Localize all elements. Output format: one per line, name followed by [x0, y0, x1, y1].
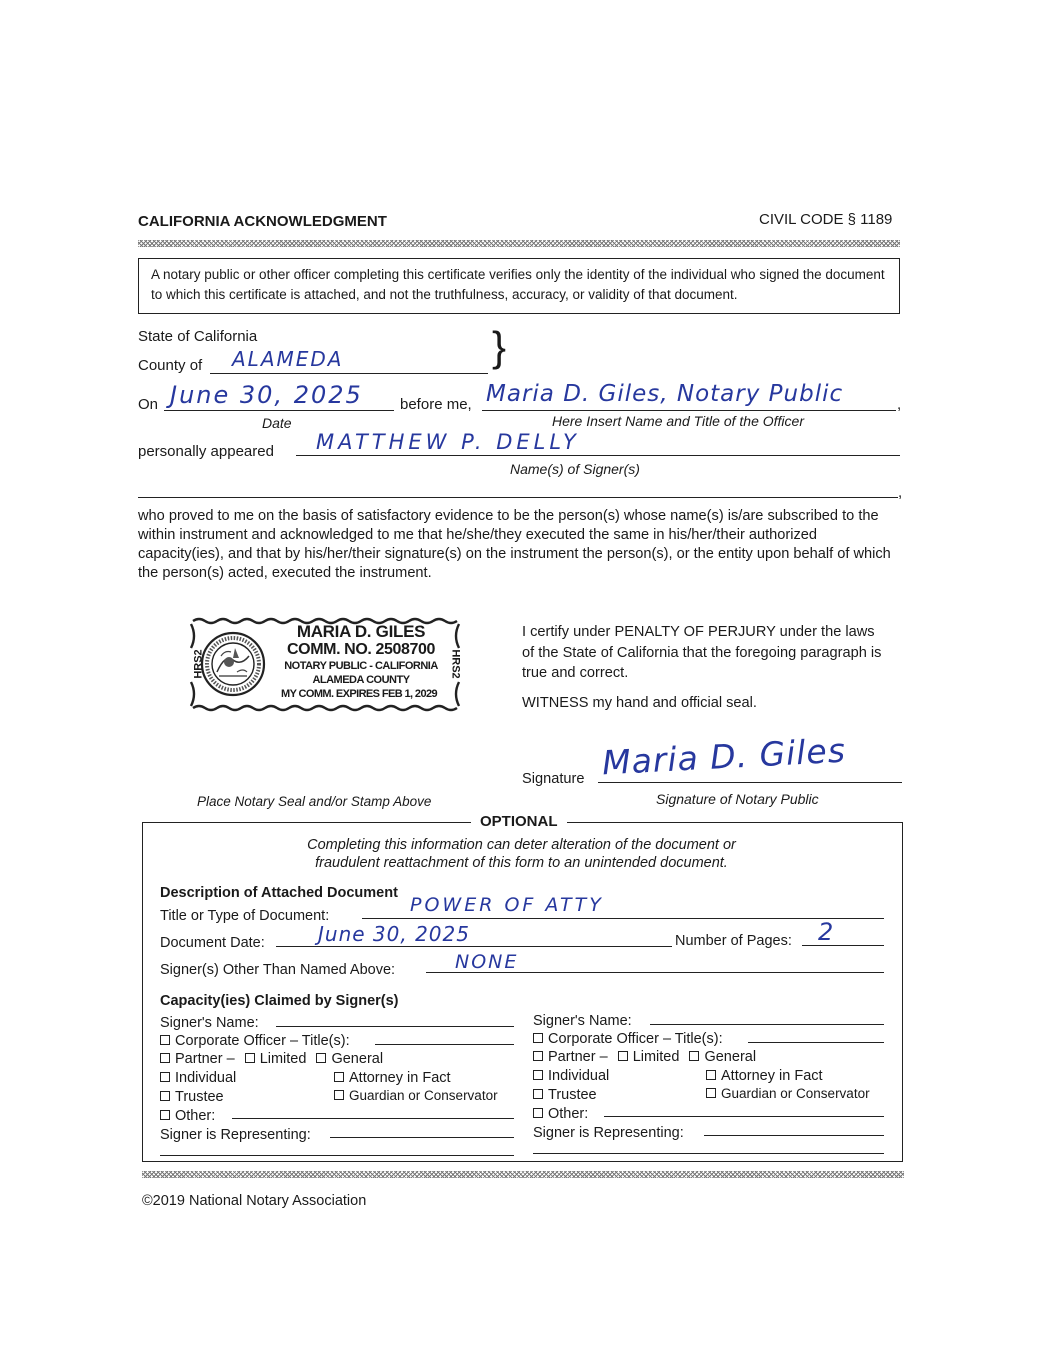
right-guardian[interactable] — [706, 1086, 870, 1101]
right-attorney-checkbox[interactable] — [706, 1070, 716, 1080]
notice-text: A notary public or other officer completing this certificate verifies only the identity of the individual who signed the document to which this certificate is attached, and not the truthfulness, accuracy, or validity of that document. — [151, 267, 885, 302]
right-general-label: General — [704, 1049, 757, 1065]
left-individual[interactable] — [160, 1070, 236, 1086]
desc-heading: Description of Attached Document — [160, 885, 398, 901]
right-other[interactable] — [533, 1106, 588, 1122]
left-limited-checkbox[interactable] — [245, 1053, 255, 1063]
left-attorney-label: Attorney in Fact — [349, 1070, 451, 1086]
right-corporate-checkbox[interactable] — [533, 1033, 543, 1043]
left-corporate[interactable] — [160, 1033, 350, 1049]
left-corporate-checkbox[interactable] — [160, 1035, 170, 1045]
right-individual[interactable] — [533, 1068, 609, 1084]
officer-comma: , — [897, 396, 902, 413]
left-signer-name-line[interactable] — [276, 1026, 514, 1027]
left-guardian-checkbox[interactable] — [334, 1090, 344, 1100]
right-trustee[interactable] — [533, 1087, 597, 1103]
left-representing-label: Signer is Representing: — [160, 1127, 311, 1143]
left-limited-label: Limited — [259, 1051, 307, 1067]
optional-intro-1: Completing this information can deter alteration of the document or — [307, 837, 736, 853]
county-line — [210, 373, 488, 374]
left-partner-checkbox[interactable] — [160, 1053, 170, 1063]
left-guardian[interactable] — [334, 1088, 498, 1103]
officer-line — [482, 410, 896, 411]
appeared-line-2 — [138, 497, 898, 498]
other-signers-label: Signer(s) Other Than Named Above: — [160, 962, 396, 978]
seal-name: MARIA D. GILES — [296, 622, 426, 641]
signature-caption: Signature of Notary Public — [656, 791, 819, 807]
pages-line — [802, 945, 884, 946]
left-individual-label: Individual — [175, 1070, 237, 1086]
officer-caption: Here Insert Name and Title of the Officer — [552, 413, 804, 429]
doc-title-line — [362, 918, 884, 919]
seal-notary: NOTARY PUBLIC - CALIFORNIA — [284, 660, 438, 672]
left-general-checkbox[interactable] — [316, 1053, 326, 1063]
right-corporate-line[interactable] — [748, 1042, 884, 1043]
left-signer-name-label: Signer's Name: — [160, 1015, 259, 1031]
venue-brace: } — [492, 323, 507, 370]
top-pattern-band — [138, 240, 900, 247]
seal-side-code-right-text: HRS2 — [449, 649, 462, 679]
officer-value: Maria D. Giles, Notary Public — [486, 381, 844, 407]
right-general-checkbox[interactable] — [689, 1051, 699, 1061]
notary-seal — [187, 614, 463, 714]
seal-side-code-left-text: HRS2 — [192, 649, 205, 679]
copyright: ©2019 National Notary Association — [142, 1193, 367, 1209]
left-general-label: General — [331, 1051, 384, 1067]
doc-date-label: Document Date: — [160, 935, 265, 951]
seal-caption: Place Notary Seal and/or Stamp Above — [197, 794, 432, 809]
right-individual-checkbox[interactable] — [533, 1070, 543, 1080]
left-attorney[interactable] — [334, 1070, 451, 1086]
pages-label: Number of Pages: — [675, 933, 792, 949]
right-extra-line[interactable] — [533, 1153, 884, 1154]
right-partner-checkbox[interactable] — [533, 1051, 543, 1061]
perjury-text: I certify under PENALTY OF PERJURY under the laws of the State of California that the foregoing paragraph is true and correct. — [522, 624, 882, 681]
right-trustee-checkbox[interactable] — [533, 1089, 543, 1099]
left-partner-label: Partner – — [175, 1051, 235, 1067]
appeared-caption: Name(s) of Signer(s) — [510, 461, 640, 477]
right-representing-label: Signer is Representing: — [533, 1125, 684, 1141]
doc-title-label: Title or Type of Document: — [160, 908, 330, 924]
right-individual-label: Individual — [548, 1068, 610, 1084]
date-line — [164, 410, 394, 411]
capacity-heading: Capacity(ies) Claimed by Signer(s) — [160, 993, 399, 1009]
seal-comm: COMM. NO. 2508700 — [287, 641, 435, 658]
on-label: On — [138, 396, 159, 413]
pages-value: 2 — [818, 918, 836, 946]
signature-value: Maria D. Giles — [601, 730, 847, 783]
left-representing-line[interactable] — [330, 1137, 514, 1138]
right-guardian-label: Guardian or Conservator — [721, 1086, 870, 1101]
seal-expires: MY COMM. EXPIRES FEB 1, 2029 — [281, 688, 437, 700]
right-limited-label: Limited — [632, 1049, 680, 1065]
signature-label: Signature — [522, 771, 585, 787]
state-label: State of California — [138, 328, 258, 345]
right-other-label: Other: — [548, 1106, 589, 1122]
other-signers-value: NONE — [455, 951, 519, 973]
right-partner-label: Partner – — [548, 1049, 608, 1065]
left-other-line[interactable] — [232, 1118, 514, 1119]
form-title: CALIFORNIA ACKNOWLEDGMENT — [138, 213, 387, 230]
left-other-label: Other: — [175, 1108, 216, 1124]
left-attorney-checkbox[interactable] — [334, 1072, 344, 1082]
left-trustee-label: Trustee — [175, 1089, 224, 1105]
doc-date-value: June 30, 2025 — [318, 922, 470, 946]
optional-title: OPTIONAL — [471, 813, 567, 830]
left-individual-checkbox[interactable] — [160, 1072, 170, 1082]
doc-title-value: POWER OF ATTY — [410, 894, 604, 916]
right-partner-row — [533, 1049, 756, 1065]
left-other-checkbox[interactable] — [160, 1110, 170, 1120]
date-value: June 30, 2025 — [170, 381, 363, 409]
appeared-comma: , — [898, 484, 903, 501]
right-limited-checkbox[interactable] — [618, 1051, 628, 1061]
right-representing-line[interactable] — [704, 1135, 884, 1136]
witness-text: WITNESS my hand and official seal. — [522, 695, 757, 711]
seal-county: ALAMEDA COUNTY — [312, 674, 410, 686]
left-guardian-label: Guardian or Conservator — [349, 1088, 498, 1103]
county-value: ALAMEDA — [232, 347, 344, 371]
optional-intro-2: fraudulent reattachment of this form to an unintended document. — [315, 855, 728, 871]
proof-paragraph: who proved to me on the basis of satisfactory evidence to be the person(s) whose name(s) is/are subscribed to the within instrument and acknowledged to me that he/she/they executed the same in his/her/their authorized capacity(ies), and that by his/her/their signature(s) on the instrument the person(s), or the entity upon behalf of which the person(s) acted, executed the instrument. — [138, 508, 891, 581]
notice-box — [138, 258, 900, 314]
left-trustee-checkbox[interactable] — [160, 1091, 170, 1101]
civil-code: CIVIL CODE § 1189 — [759, 211, 893, 228]
right-guardian-checkbox[interactable] — [706, 1088, 716, 1098]
right-attorney[interactable] — [706, 1068, 823, 1084]
right-trustee-label: Trustee — [548, 1087, 597, 1103]
left-trustee[interactable] — [160, 1089, 224, 1105]
left-partner-row — [160, 1051, 383, 1067]
date-caption: Date — [262, 415, 292, 431]
right-signer-name-line[interactable] — [650, 1024, 884, 1025]
right-other-line[interactable] — [604, 1116, 884, 1117]
left-extra-line[interactable] — [160, 1155, 514, 1156]
left-corporate-label: Corporate Officer – Title(s): — [175, 1033, 350, 1049]
right-corporate-label: Corporate Officer – Title(s): — [548, 1031, 723, 1047]
left-corporate-line[interactable] — [375, 1044, 514, 1045]
bottom-pattern-band — [142, 1171, 904, 1178]
appeared-line — [296, 455, 900, 456]
right-attorney-label: Attorney in Fact — [721, 1068, 823, 1084]
appeared-label: personally appeared — [138, 443, 274, 460]
optional-box — [142, 822, 903, 1162]
signature-line — [598, 782, 902, 783]
right-other-checkbox[interactable] — [533, 1108, 543, 1118]
right-signer-name-label: Signer's Name: — [533, 1013, 632, 1029]
right-corporate[interactable] — [533, 1031, 723, 1047]
left-other[interactable] — [160, 1108, 215, 1124]
county-label: County of — [138, 357, 203, 374]
doc-date-line — [276, 946, 672, 947]
appeared-value: MATTHEW P. DELLY — [316, 430, 580, 454]
before-me-label: before me, — [400, 396, 472, 413]
